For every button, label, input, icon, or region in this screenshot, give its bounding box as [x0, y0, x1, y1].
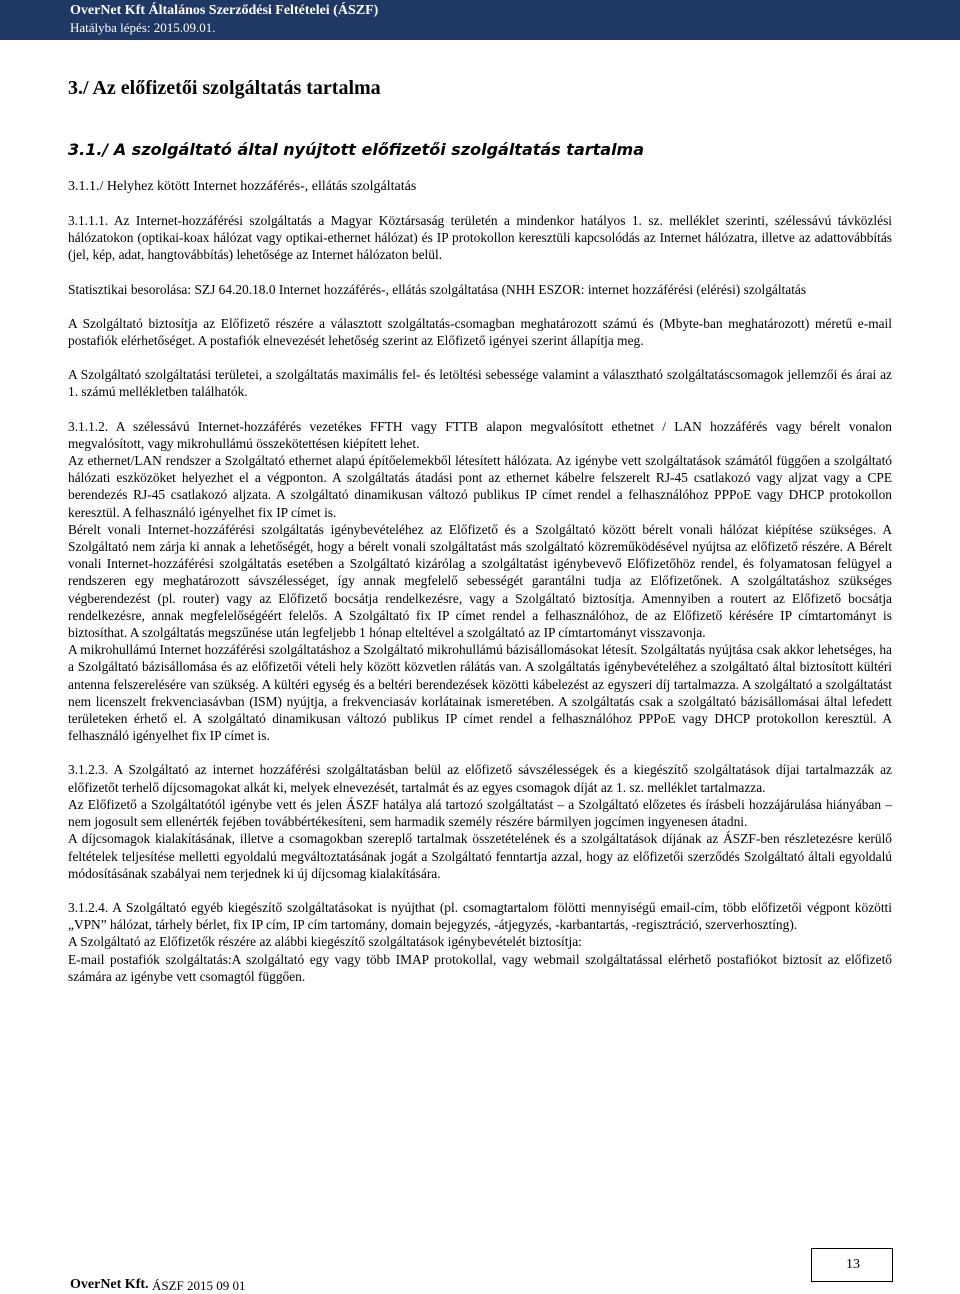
subsection-title: 3.1.1./ Helyhez kötött Internet hozzáférés-, ellátás szolgáltatás [68, 179, 417, 194]
document-effective-date: Hatályba lépés: 2015.09.01. [70, 20, 216, 35]
paragraph-statistics: Statisztikai besorolása: SZJ 64.20.18.0 Internet hozzáférés-, ellátás szolgáltatása (NHH ESZOR: internet hozzáférési (elérési) szolgáltatás [68, 281, 807, 297]
paragraph-3-1-1-2: 3.1.1.2. A szélessávú Internet-hozzáférés vezetékes FFTH vagy FTTB alapon megvalósított ethetnet / LAN hozzáférés vagy bérelt vonalon megvalósított, vagy mikrohullámú összekötettésen kiépített lehet. [68, 418, 892, 451]
footer-brand: OverNet Kft. [70, 1277, 149, 1292]
paragraph-ethernet-lan: Az ethernet/LAN rendszer a Szolgáltató ethernet alapú építőelemekből létesített hálózata. Az igénybe vett szolgáltatások számától függően a szolgáltató hálózati eszközöket helyezhet el a végponton. A szolgáltatás átadási pont az ethernet kábelre felszerelt RJ-45 csatlakozó vagy aljzat vagy a CPE berendezés RJ-45 csatlakozó aljzata. A szolgáltató dinamikusan változó publikus IP címet rendel a felhasználóhoz PPPoE vagy DHCP protokollon keresztül. A felhasználó igényelhet fix IP címet is. [68, 453, 892, 520]
paragraph-leased-line: Bérelt vonali Internet-hozzáférési szolgáltatás igénybevételéhez az Előfizető és a Szolgáltató között bérelt vonali hálózat kiépítése szükséges. A Szolgáltató nem zárja ki annak a lehetőségét, hogy a bérelt vonali szolgáltatást más szolgáltató közreműködésével nyújtsa az előfizető részére. A Bérelt vonali Internet-hozzáférési szolgáltatás esetében a Szolgáltató kizárólag a szolgáltatást igénybevevő Előfizetőhöz rendel, és folyamatosan felügyel a rendszeren egy meghatározott sávszélességet, így annak megfelelő sebességét garantálni tudja az Előfizetőnek. A szolgáltatáshoz szükséges végberendezést (pl. router) vagy az Előfizető bocsátja rendelkezésre, vagy a Szolgáltató biztosítja. Amennyiben a routert az Előfizető bocsátja rendelkezésre, annak megfelelőségéért felelős. A Szolgáltató fix IP címet rendel a felhasználóhoz, de az Előfizető kérésére IP címtartományt is biztosíthat. A szolgáltatás megszűnése után legfeljebb 1 hónap elteltével a szolgáltató az IP címtartományt visszavonja. [68, 521, 892, 641]
paragraph-resale-restriction: Az Előfizető a Szolgáltatótól igénybe vett és jelen ÁSZF hatálya alá tartozó szolgáltatást – a Szolgáltató előzetes és írásbeli hozzájárulása hiányában – nem jogosult sem ellenérték fejében továbbértékesíteni, sem harmadik személy részére bármilyen jogcímen ingyenesen átadni. [68, 796, 892, 830]
paragraph-mailbox: A Szolgáltató biztosítja az Előfizető részére a választott szolgáltatás-csomagban meghatározott számú és (Mbyte-ban meghatározott) méretű e-mail postafiók elérhetőséget. A postafiók elnevezését lehetőség szerint az Előfizető igényei szerint állapítja meg. [68, 315, 892, 349]
section-title: 3.1./ A szolgáltató által nyújtott előfizetői szolgáltatás tartalma [68, 140, 645, 159]
page-content [68, 76, 892, 985]
document-header-bar [0, 0, 960, 40]
paragraph-email-service: E-mail postafiók szolgáltatás:A szolgáltató egy vagy több IMAP protokollal, vagy webmail szolgáltatással elérhető postafiókot biztosít az előfizető számára az igénybe vett csomagtól függően. [68, 951, 892, 984]
page-number: 13 [846, 1257, 860, 1272]
paragraph-tariff-modification: A díjcsomagok kialakításának, illetve a csomagokban szereplő tartalmak összetételének és a szolgáltatások díjának az ÁSZF-ben részletezésre kerülő feltételek teljesítése melletti egyoldalú megváltoztatásának jogát a Szolgáltató fenntartja azzal, hogy az előfizetői szerződés Szolgáltató általi egyoldalú módosításának szabályai nem terjednek ki új díjcsomag kialakítására. [68, 831, 892, 881]
chapter-title: 3./ Az előfizetői szolgáltatás tartalma [68, 77, 381, 99]
paragraph-3-1-2-3: 3.1.2.3. A Szolgáltató az internet hozzáférési szolgáltatásban belül az előfizető sávszélességek és a kiegészítő szolgáltatások díjai tartalmazzák az előfizetőt terhelő díjcsomagokat alkát ki, melyek elnevezését, tartalmát és az egyes csomagok díját az 1. sz. melléklet tartalmazza. [68, 762, 892, 795]
paragraph-microwave: A mikrohullámú Internet hozzáférési szolgáltatáshoz a Szolgáltató mikrohullámú bázisállomásokat létesít. Szolgáltatás nyújtása csak akkor lehetséges, ha a Szolgáltató bázisállomása és az előfizetői vételi hely között közvetlen rálátás van. A szolgáltatás igénybevételéhez a szolgáltató által biztosított kültéri antenna felszerelésére van szükség. A kültéri egység és a beltéri berendezések közötti kábelezést az egyszeri díj tartalmazza. A szolgáltató a szolgáltatást nem licenszelt frekvenciasávban (ISM) nyújtja, a frekvenciasáv korlátainak ismeretében. A szolgáltatás csak a szolgáltató bázisállomásai által lefedett területeken érhető el. A szolgáltató dinamikusan változó publikus IP címet rendel a felhasználóhoz PPPoE vagy DHCP protokollon keresztül. A felhasználó igényelhet fix IP címet is. [68, 642, 892, 744]
paragraph-3-1-1-1: 3.1.1.1. Az Internet-hozzáférési szolgáltatás a Magyar Köztársaság területén a mindenkor hatályos 1. sz. melléklet szerinti, szélessávú távközlési hálózatokon (optikai-koax hálózat vagy optikai-ethernet hálózat) és IP protokollon keresztüli kapcsolódás az Internet hálózatra, illetve az adattovábbítás (jel, kép, adat, hangtovábbítás) lehetősége az Internet hálózaton belül. [68, 213, 892, 263]
paragraph-3-1-2-4: 3.1.2.4. A Szolgáltató egyéb kiegészítő szolgáltatásokat is nyújthat (pl. csomagtartalom fölötti mennyiségű email-cím, több előfizetői végpont közötti „VPN” hálózat, tárhely bérlet, fix IP cím, IP cím tartomány, domain bejegyzés, -átjegyzés, -karbantartás, -regisztráció, szerverhosztíng). [68, 899, 892, 933]
paragraph-supplementary-intro: A Szolgáltató az Előfizetők részére az alábbi kiegészítő szolgáltatások igénybevételét biztosítja: [68, 934, 582, 950]
footer-document-ref: ÁSZF 2015 09 01 [152, 1278, 246, 1293]
document-header-title: OverNet Kft Általános Szerződési Feltételei (ÁSZF) [70, 3, 379, 18]
paragraph-service-areas: A Szolgáltató szolgáltatási területei, a szolgáltatás maximális fel- és letöltési sebessége valamint a választható szolgáltatáscsomagok jellemzői és árai az 1. számú mellékletben találhatók. [68, 367, 892, 400]
